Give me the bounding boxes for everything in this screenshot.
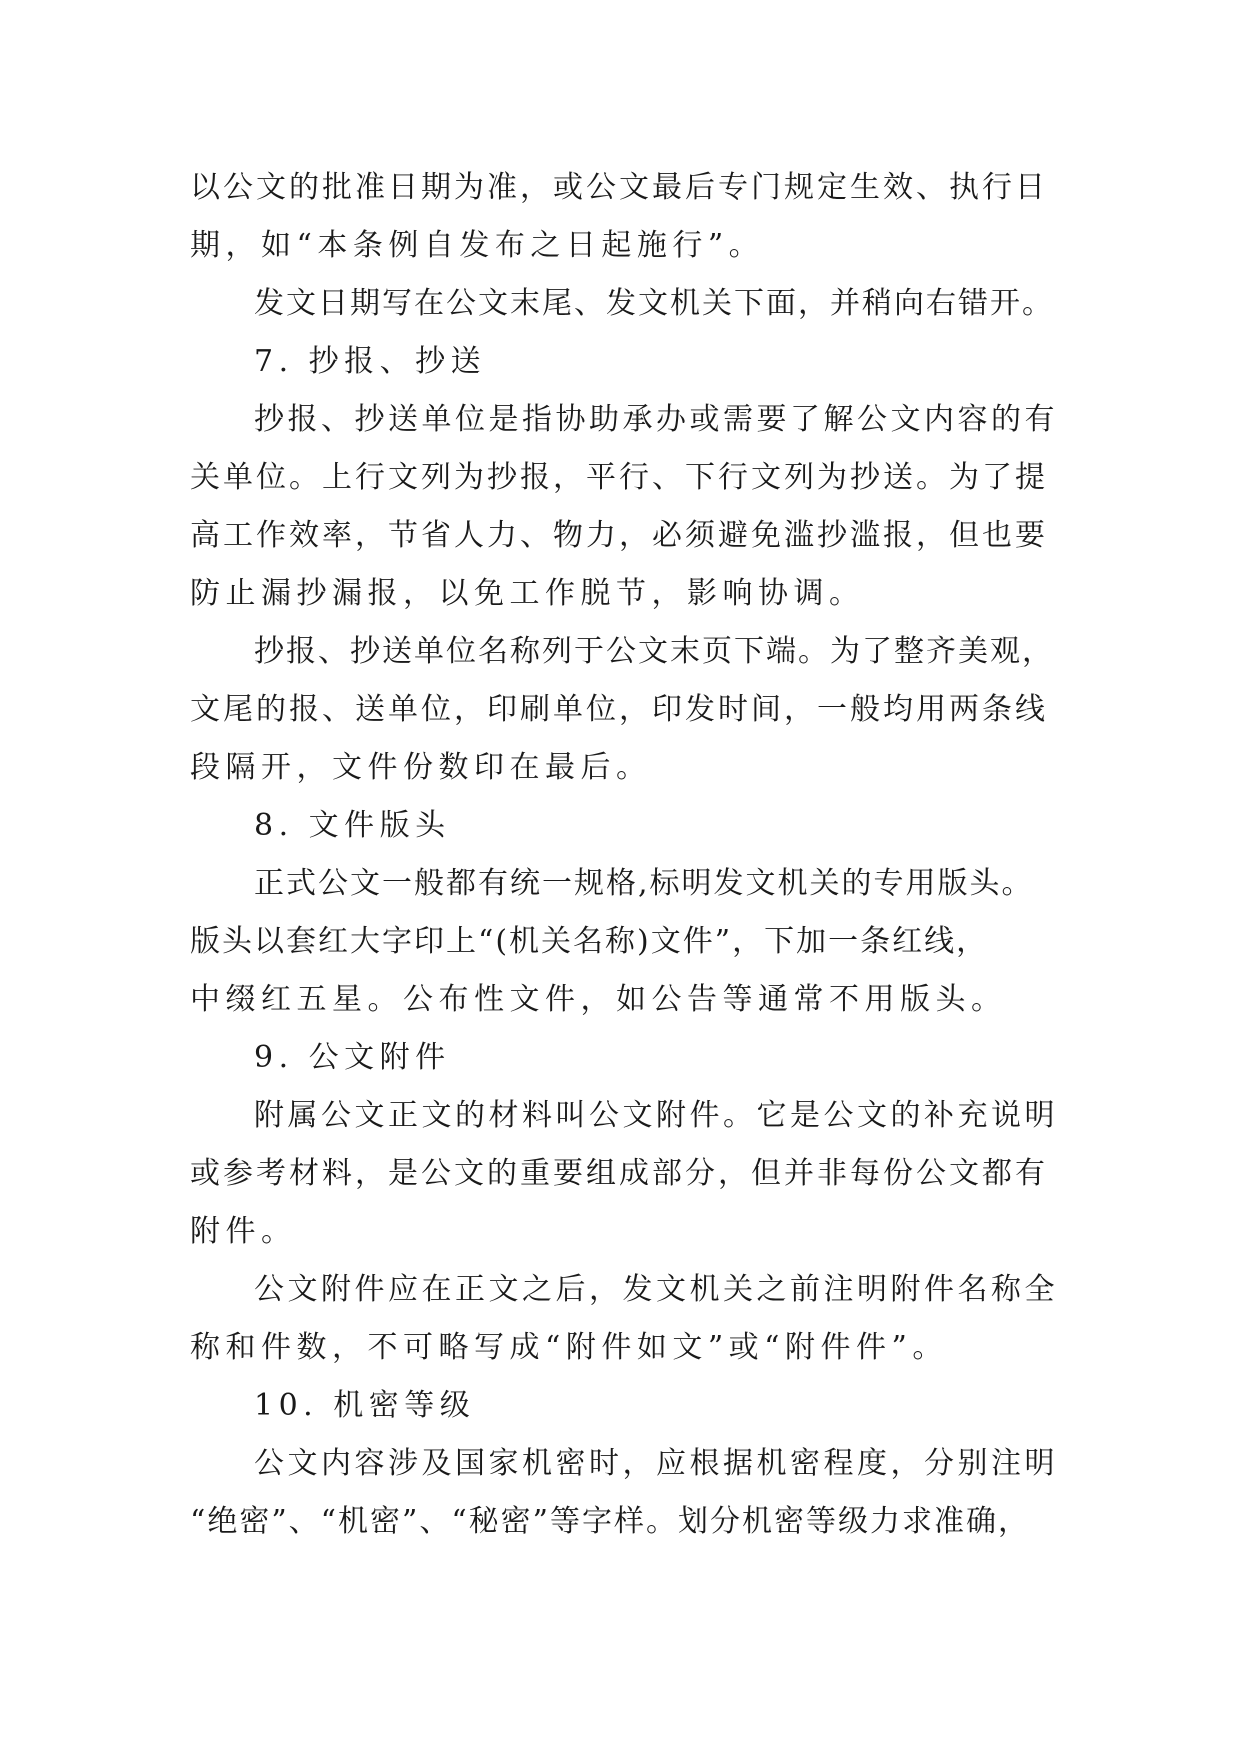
text-line: 附件。 (190, 1214, 297, 1249)
text-line: 附属公文正文的材料叫公文附件。它是公文的补充说明 (254, 1098, 1058, 1133)
text-line: 正式公文一般都有统一规格,标明发文机关的专用版头。 (254, 866, 1034, 901)
text-line: 关单位。上行文列为抄报，平行、下行文列为抄送。为了提 (190, 460, 1048, 495)
text-line: 发文日期写在公文末尾、发文机关下面，并稍向右错开。 (254, 286, 1054, 321)
text-line: 或参考材料，是公文的重要组成部分，但并非每份公文都有 (190, 1156, 1048, 1191)
text-line: 高工作效率，节省人力、物力，必须避免滥抄滥报，但也要 (190, 518, 1048, 553)
section-heading: 10. 机密等级 (254, 1388, 476, 1423)
text-line: “绝密”、“机密”、“秘密”等字样。划分机密等级力求准确， (190, 1504, 1031, 1539)
section-heading: 8. 文件版头 (254, 808, 451, 843)
text-line: 版头以套红大字印上“(机关名称)文件”，下加一条红线， (190, 924, 989, 959)
text-line: 防止漏抄漏报，以免工作脱节，影响协调。 (190, 576, 865, 611)
document-body (190, 159, 1060, 1551)
text-line: 期，如“本条例自发布之日起施行”。 (190, 228, 765, 263)
section-heading: 7. 抄报、抄送 (254, 344, 487, 379)
text-line: 公文附件应在正文之后，发文机关之前注明附件名称全 (254, 1272, 1058, 1307)
text-line: 中缀红五星。公布性文件，如公告等通常不用版头。 (190, 982, 1007, 1017)
text-line: 段隔开，文件份数印在最后。 (190, 750, 652, 785)
text-line: 称和件数，不可略写成“附件如文”或“附件件”。 (190, 1330, 948, 1365)
text-line: 以公文的批准日期为准，或公文最后专门规定生效、执行日 (190, 170, 1048, 205)
text-line: 文尾的报、送单位，印刷单位，印发时间，一般均用两条线 (190, 692, 1048, 727)
section-heading: 9. 公文附件 (254, 1040, 451, 1075)
text-line: 抄报、抄送单位是指协助承办或需要了解公文内容的有 (254, 402, 1058, 437)
text-line: 抄报、抄送单位名称列于公文末页下端。为了整齐美观， (254, 634, 1054, 669)
text-line: 公文内容涉及国家机密时，应根据机密程度，分别注明 (254, 1446, 1058, 1481)
